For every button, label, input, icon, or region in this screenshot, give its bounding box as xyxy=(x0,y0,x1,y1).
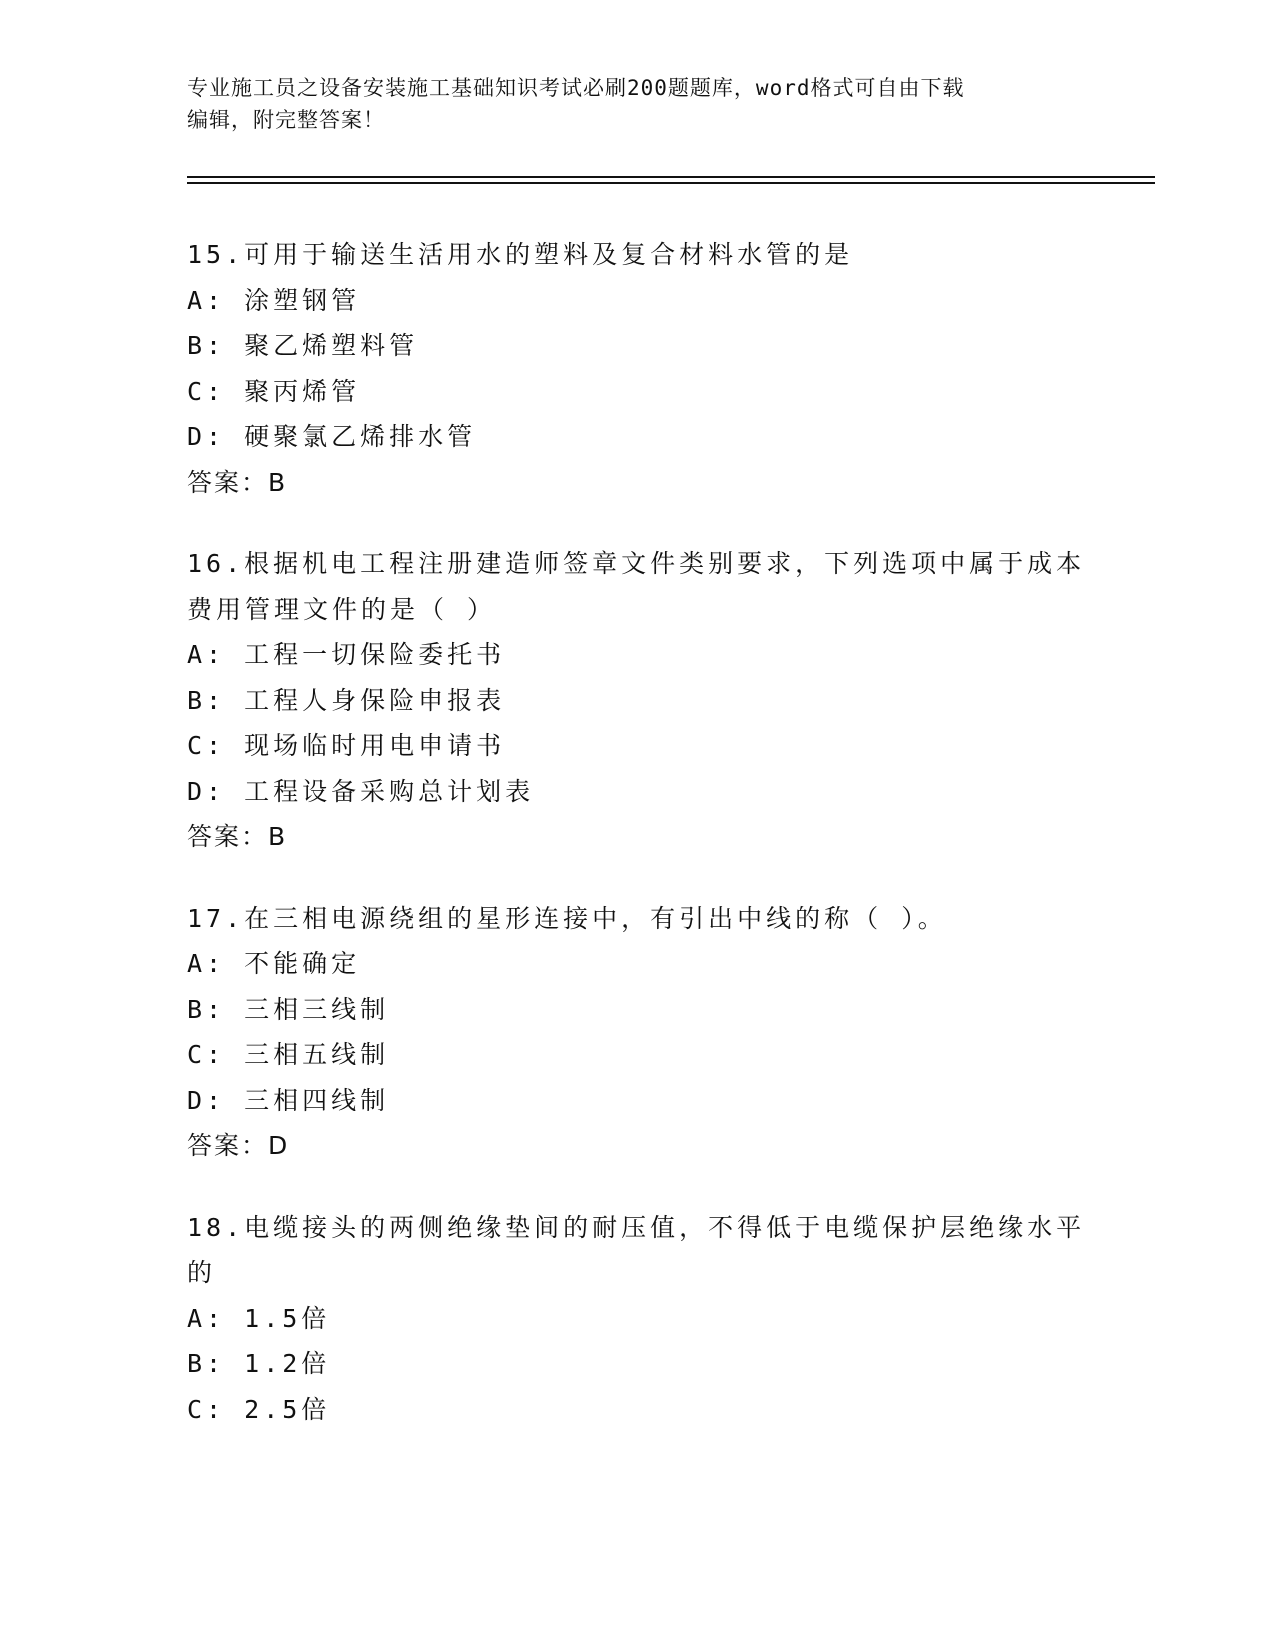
question-text: 16.根据机电工程注册建造师签章文件类别要求，下列选项中属于成本费用管理文件的是（ ） xyxy=(187,549,1086,624)
option-a: A: 工程一切保险委托书 xyxy=(187,640,506,669)
question-text: 15.可用于输送生活用水的塑料及复合材料水管的是 xyxy=(187,240,854,269)
option-a: A: 涂塑钢管 xyxy=(187,285,361,315)
answer: 答案：B xyxy=(187,822,288,851)
answer: 答案：B xyxy=(187,467,288,497)
option-d: D: 硬聚氯乙烯排水管 xyxy=(187,422,477,451)
question-text: 17.在三相电源绕组的星形连接中，有引出中线的称（ ）。 xyxy=(187,903,947,933)
header-rule-bottom xyxy=(187,182,1155,184)
option-a: A: 不能确定 xyxy=(187,949,361,978)
option-c: C: 三相五线制 xyxy=(187,1040,390,1069)
header-rule-top xyxy=(187,176,1155,178)
option-c: C: 现场临时用电申请书 xyxy=(187,731,506,760)
question-15 xyxy=(187,232,1087,505)
header-line-1: 专业施工员之设备安装施工基础知识考试必刷200题题库，word格式可自由下载 xyxy=(187,76,965,100)
question-17 xyxy=(187,896,1087,1169)
document-header xyxy=(187,72,1087,136)
option-c: C: 2.5倍 xyxy=(187,1394,331,1424)
option-b: B: 聚乙烯塑料管 xyxy=(187,331,419,360)
option-d: D: 工程设备采购总计划表 xyxy=(187,776,535,806)
header-line-2: 编辑，附完整答案！ xyxy=(187,108,385,132)
option-b: B: 三相三线制 xyxy=(187,994,390,1024)
option-b: B: 工程人身保险申报表 xyxy=(187,685,506,715)
answer: 答案：D xyxy=(187,1131,290,1160)
question-16 xyxy=(187,541,1087,860)
question-text: 18.电缆接头的两侧绝缘垫间的耐压值，不得低于电缆保护层绝缘水平的 xyxy=(187,1212,1086,1287)
question-list xyxy=(187,232,1087,1468)
question-18 xyxy=(187,1205,1087,1433)
option-b: B: 1.2倍 xyxy=(187,1349,331,1378)
option-d: D: 三相四线制 xyxy=(187,1085,390,1115)
option-c: C: 聚丙烯管 xyxy=(187,376,361,406)
option-a: A: 1.5倍 xyxy=(187,1303,331,1333)
